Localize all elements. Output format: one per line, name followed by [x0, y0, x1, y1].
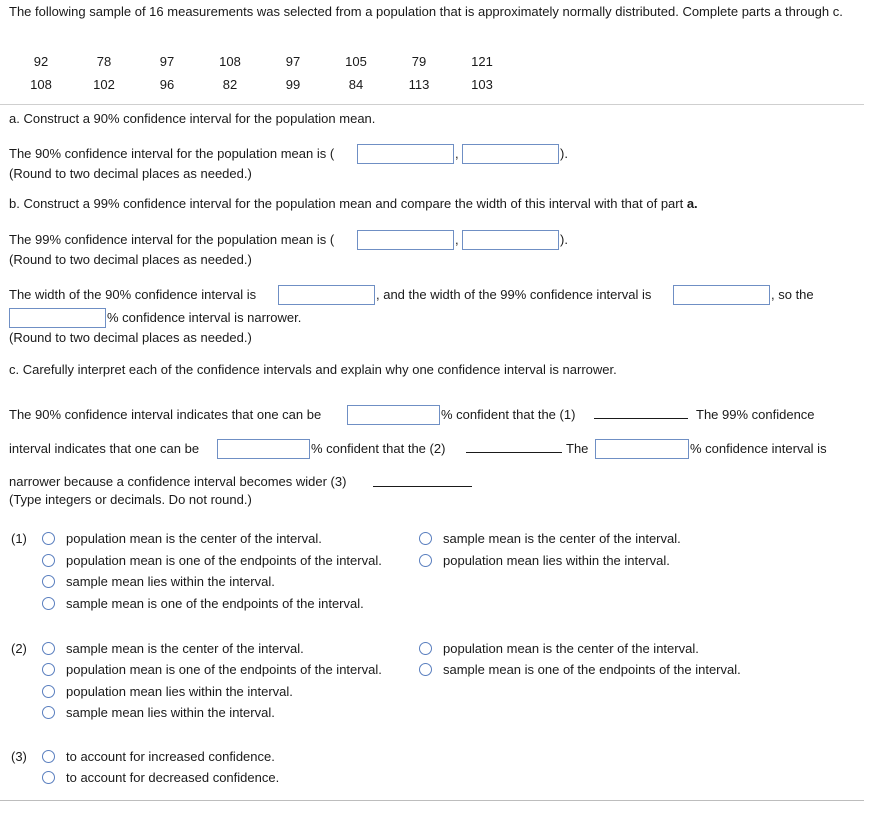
radio-button[interactable]: [419, 642, 432, 655]
data-value: 103: [471, 77, 493, 92]
choice-option: to account for decreased confidence.: [66, 770, 280, 785]
radio-button[interactable]: [42, 532, 55, 545]
interpret-text: interval indicates that one can be: [9, 441, 200, 456]
choice-option: sample mean lies within the interval.: [66, 574, 275, 589]
part-a-ci-text: The 90% confidence interval for the population mean is (: [9, 146, 335, 161]
radio-button[interactable]: [419, 663, 432, 676]
choice-option: sample mean lies within the interval.: [66, 705, 275, 720]
radio-button[interactable]: [42, 771, 55, 784]
interpret-text: % confidence interval is: [690, 441, 827, 456]
choice-option: sample mean is one of the endpoints of the interval.: [443, 662, 741, 677]
comma-separator: ,: [455, 146, 459, 161]
close-paren: ).: [560, 146, 568, 161]
part-b-ci-text: The 99% confidence interval for the population mean is (: [9, 232, 335, 247]
data-value: 108: [30, 77, 52, 92]
width90-input[interactable]: [278, 285, 375, 305]
data-value: 108: [219, 54, 241, 69]
data-value: 79: [411, 54, 427, 69]
ci90-lower-input[interactable]: [357, 144, 454, 164]
data-value: 78: [96, 54, 112, 69]
part-b-heading-text: b. Construct a 99% confidence interval for the population mean and compare the width of this interval with that of part: [9, 196, 687, 211]
radio-button[interactable]: [42, 597, 55, 610]
width-text: % confidence interval is narrower.: [107, 310, 302, 325]
close-paren: ).: [560, 232, 568, 247]
choice-option: population mean is one of the endpoints of the interval.: [66, 662, 382, 677]
interpret-text: % confident that the (2): [311, 441, 446, 456]
radio-button[interactable]: [42, 706, 55, 719]
narrower-interval-input[interactable]: [595, 439, 689, 459]
data-value: 92: [33, 54, 49, 69]
blank-3-dropdown[interactable]: [373, 486, 472, 487]
round-note: (Round to two decimal places as needed.): [9, 252, 252, 267]
divider: [0, 800, 864, 801]
type-note: (Type integers or decimals. Do not round.): [9, 492, 252, 507]
width-text: , and the width of the 99% confidence interval is: [376, 287, 652, 302]
choice-option: population mean lies within the interval.: [66, 684, 293, 699]
data-value: 121: [471, 54, 493, 69]
choice-group-2-label: (2): [11, 641, 27, 656]
data-value: 97: [285, 54, 301, 69]
interpret-text: narrower because a confidence interval becomes wider (3): [9, 474, 347, 489]
radio-button[interactable]: [42, 554, 55, 567]
data-value: 96: [159, 77, 175, 92]
round-note: (Round to two decimal places as needed.): [9, 330, 252, 345]
data-value: 99: [285, 77, 301, 92]
choice-option: population mean is one of the endpoints of the interval.: [66, 553, 382, 568]
choice-option: population mean is the center of the interval.: [443, 641, 699, 656]
part-c-heading: c. Carefully interpret each of the confidence intervals and explain why one confidence interval is narrower.: [9, 362, 617, 377]
round-note: (Round to two decimal places as needed.): [9, 166, 252, 181]
choice-option: population mean lies within the interval.: [443, 553, 670, 568]
choice-option: population mean is the center of the interval.: [66, 531, 322, 546]
radio-button[interactable]: [42, 575, 55, 588]
problem-intro: The following sample of 16 measurements was selected from a population that is approximately normally distributed. Complete parts a through c.: [9, 4, 843, 19]
confidence90-input[interactable]: [347, 405, 440, 425]
part-a-heading: a. Construct a 90% confidence interval for the population mean.: [9, 111, 376, 126]
ci90-upper-input[interactable]: [462, 144, 559, 164]
confidence99-input[interactable]: [217, 439, 310, 459]
interpret-text: % confident that the (1): [441, 407, 576, 422]
width-text: The width of the 90% confidence interval is: [9, 287, 257, 302]
part-b-heading: [9, 196, 698, 211]
radio-button[interactable]: [42, 685, 55, 698]
choice-group-1-label: (1): [11, 531, 27, 546]
width-text: , so the: [771, 287, 814, 302]
interpret-text: The: [566, 441, 589, 456]
ci99-lower-input[interactable]: [357, 230, 454, 250]
radio-button[interactable]: [419, 554, 432, 567]
comma-separator: ,: [455, 232, 459, 247]
radio-button[interactable]: [42, 750, 55, 763]
data-value: 84: [348, 77, 364, 92]
interpret-text: The 90% confidence interval indicates that one can be: [9, 407, 322, 422]
interpret-text: The 99% confidence: [696, 407, 815, 422]
data-value: 82: [222, 77, 238, 92]
choice-option: sample mean is the center of the interval.: [443, 531, 681, 546]
part-b-heading-ref: a.: [686, 196, 698, 211]
blank-1-dropdown[interactable]: [594, 418, 688, 419]
data-value: 102: [93, 77, 115, 92]
divider: [0, 104, 864, 105]
narrower-level-input[interactable]: [9, 308, 106, 328]
blank-2-dropdown[interactable]: [466, 452, 562, 453]
width99-input[interactable]: [673, 285, 770, 305]
radio-button[interactable]: [42, 663, 55, 676]
data-value: 105: [345, 54, 367, 69]
choice-option: sample mean is the center of the interval.: [66, 641, 304, 656]
radio-button[interactable]: [419, 532, 432, 545]
choice-option: to account for increased confidence.: [66, 749, 275, 764]
data-value: 113: [408, 77, 430, 92]
radio-button[interactable]: [42, 642, 55, 655]
data-value: 97: [159, 54, 175, 69]
choice-option: sample mean is one of the endpoints of the interval.: [66, 596, 364, 611]
choice-group-3-label: (3): [11, 749, 27, 764]
ci99-upper-input[interactable]: [462, 230, 559, 250]
